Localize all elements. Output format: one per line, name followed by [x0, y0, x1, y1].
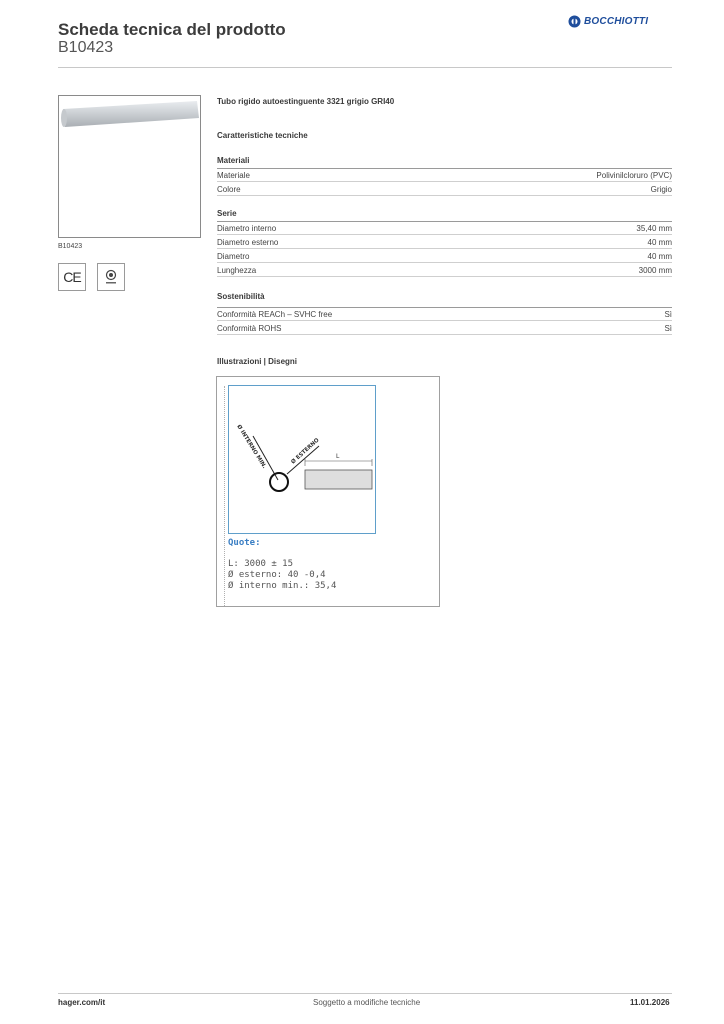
- spec-label: Diametro esterno: [217, 237, 279, 247]
- page-title: Scheda tecnica del prodotto: [58, 20, 286, 39]
- product-code: B10423: [58, 39, 114, 56]
- footer-date: 11.01.2026: [630, 998, 670, 1007]
- spec-value: 3000 mm: [638, 265, 672, 275]
- product-image: [58, 95, 201, 238]
- spec-value: 40 mm: [647, 251, 672, 261]
- illustrations-title: Illustrazioni | Disegni: [217, 357, 298, 366]
- ce-certification: [58, 263, 86, 291]
- ce-mark-icon: CE: [63, 269, 81, 285]
- dimension-line: L: 3000 ± 15: [228, 559, 294, 569]
- section-heading-series: Serie: [217, 209, 237, 218]
- footer-divider: [58, 993, 672, 994]
- spec-row: [217, 322, 672, 335]
- imq-certification: [97, 263, 125, 291]
- length-label: L: [336, 453, 340, 460]
- pipe-dimensions-drawing: [229, 386, 375, 533]
- spec-value: Sì: [664, 323, 672, 333]
- spec-label: Conformità ROHS: [217, 323, 282, 333]
- spec-row: [217, 250, 672, 263]
- brand-logo: [568, 15, 648, 28]
- inner-diameter-label: Ø INTERNO MIN.: [235, 423, 268, 470]
- footer-website-link[interactable]: hager.com/it: [58, 998, 106, 1007]
- drawing-dotted-guide: [224, 386, 226, 606]
- spec-label: Diametro interno: [217, 223, 277, 233]
- spec-row: [217, 169, 672, 182]
- spec-label: Lunghezza: [217, 265, 257, 275]
- header-divider: [58, 67, 672, 68]
- dimension-line: Ø esterno: 40 -0,4: [228, 570, 326, 580]
- spec-row: [217, 236, 672, 249]
- spec-row: [217, 264, 672, 277]
- spec-value: Polivinilcloruro (PVC): [596, 170, 672, 180]
- spec-value: 35,40 mm: [636, 223, 672, 233]
- spec-value: 40 mm: [647, 237, 672, 247]
- brand-logo-icon: [568, 15, 581, 28]
- spec-label: Conformità REACh – SVHC free: [217, 309, 333, 319]
- product-description: Tubo rigido autoestinguente 3321 grigio GRI40: [217, 97, 395, 106]
- spec-row: [217, 222, 672, 235]
- spec-value: Sì: [664, 309, 672, 319]
- footer-disclaimer: Soggetto a modifiche tecniche: [313, 998, 421, 1007]
- spec-row: [217, 183, 672, 196]
- spec-label: Materiale: [217, 170, 250, 180]
- dimension-line: Ø interno min.: 35,4: [228, 581, 337, 591]
- spec-label: Colore: [217, 184, 241, 194]
- pipe-photo: [59, 96, 200, 237]
- brand-name: BOCCHIOTTI: [584, 16, 649, 27]
- dimensions-title: Quote:: [228, 538, 261, 548]
- section-heading-materials: Materiali: [217, 156, 250, 165]
- technical-drawing: [228, 385, 376, 534]
- spec-label: Diametro: [217, 251, 250, 261]
- imq-mark-icon: [102, 268, 120, 286]
- spec-value: Grigio: [650, 184, 672, 194]
- spec-row: [217, 308, 672, 321]
- outer-diameter-label: Ø ESTERNO: [290, 437, 321, 466]
- tech-specs-title: Caratteristiche tecniche: [217, 131, 308, 140]
- image-caption: B10423: [58, 243, 83, 250]
- section-heading-sustainability: Sostenibilità: [217, 292, 265, 301]
